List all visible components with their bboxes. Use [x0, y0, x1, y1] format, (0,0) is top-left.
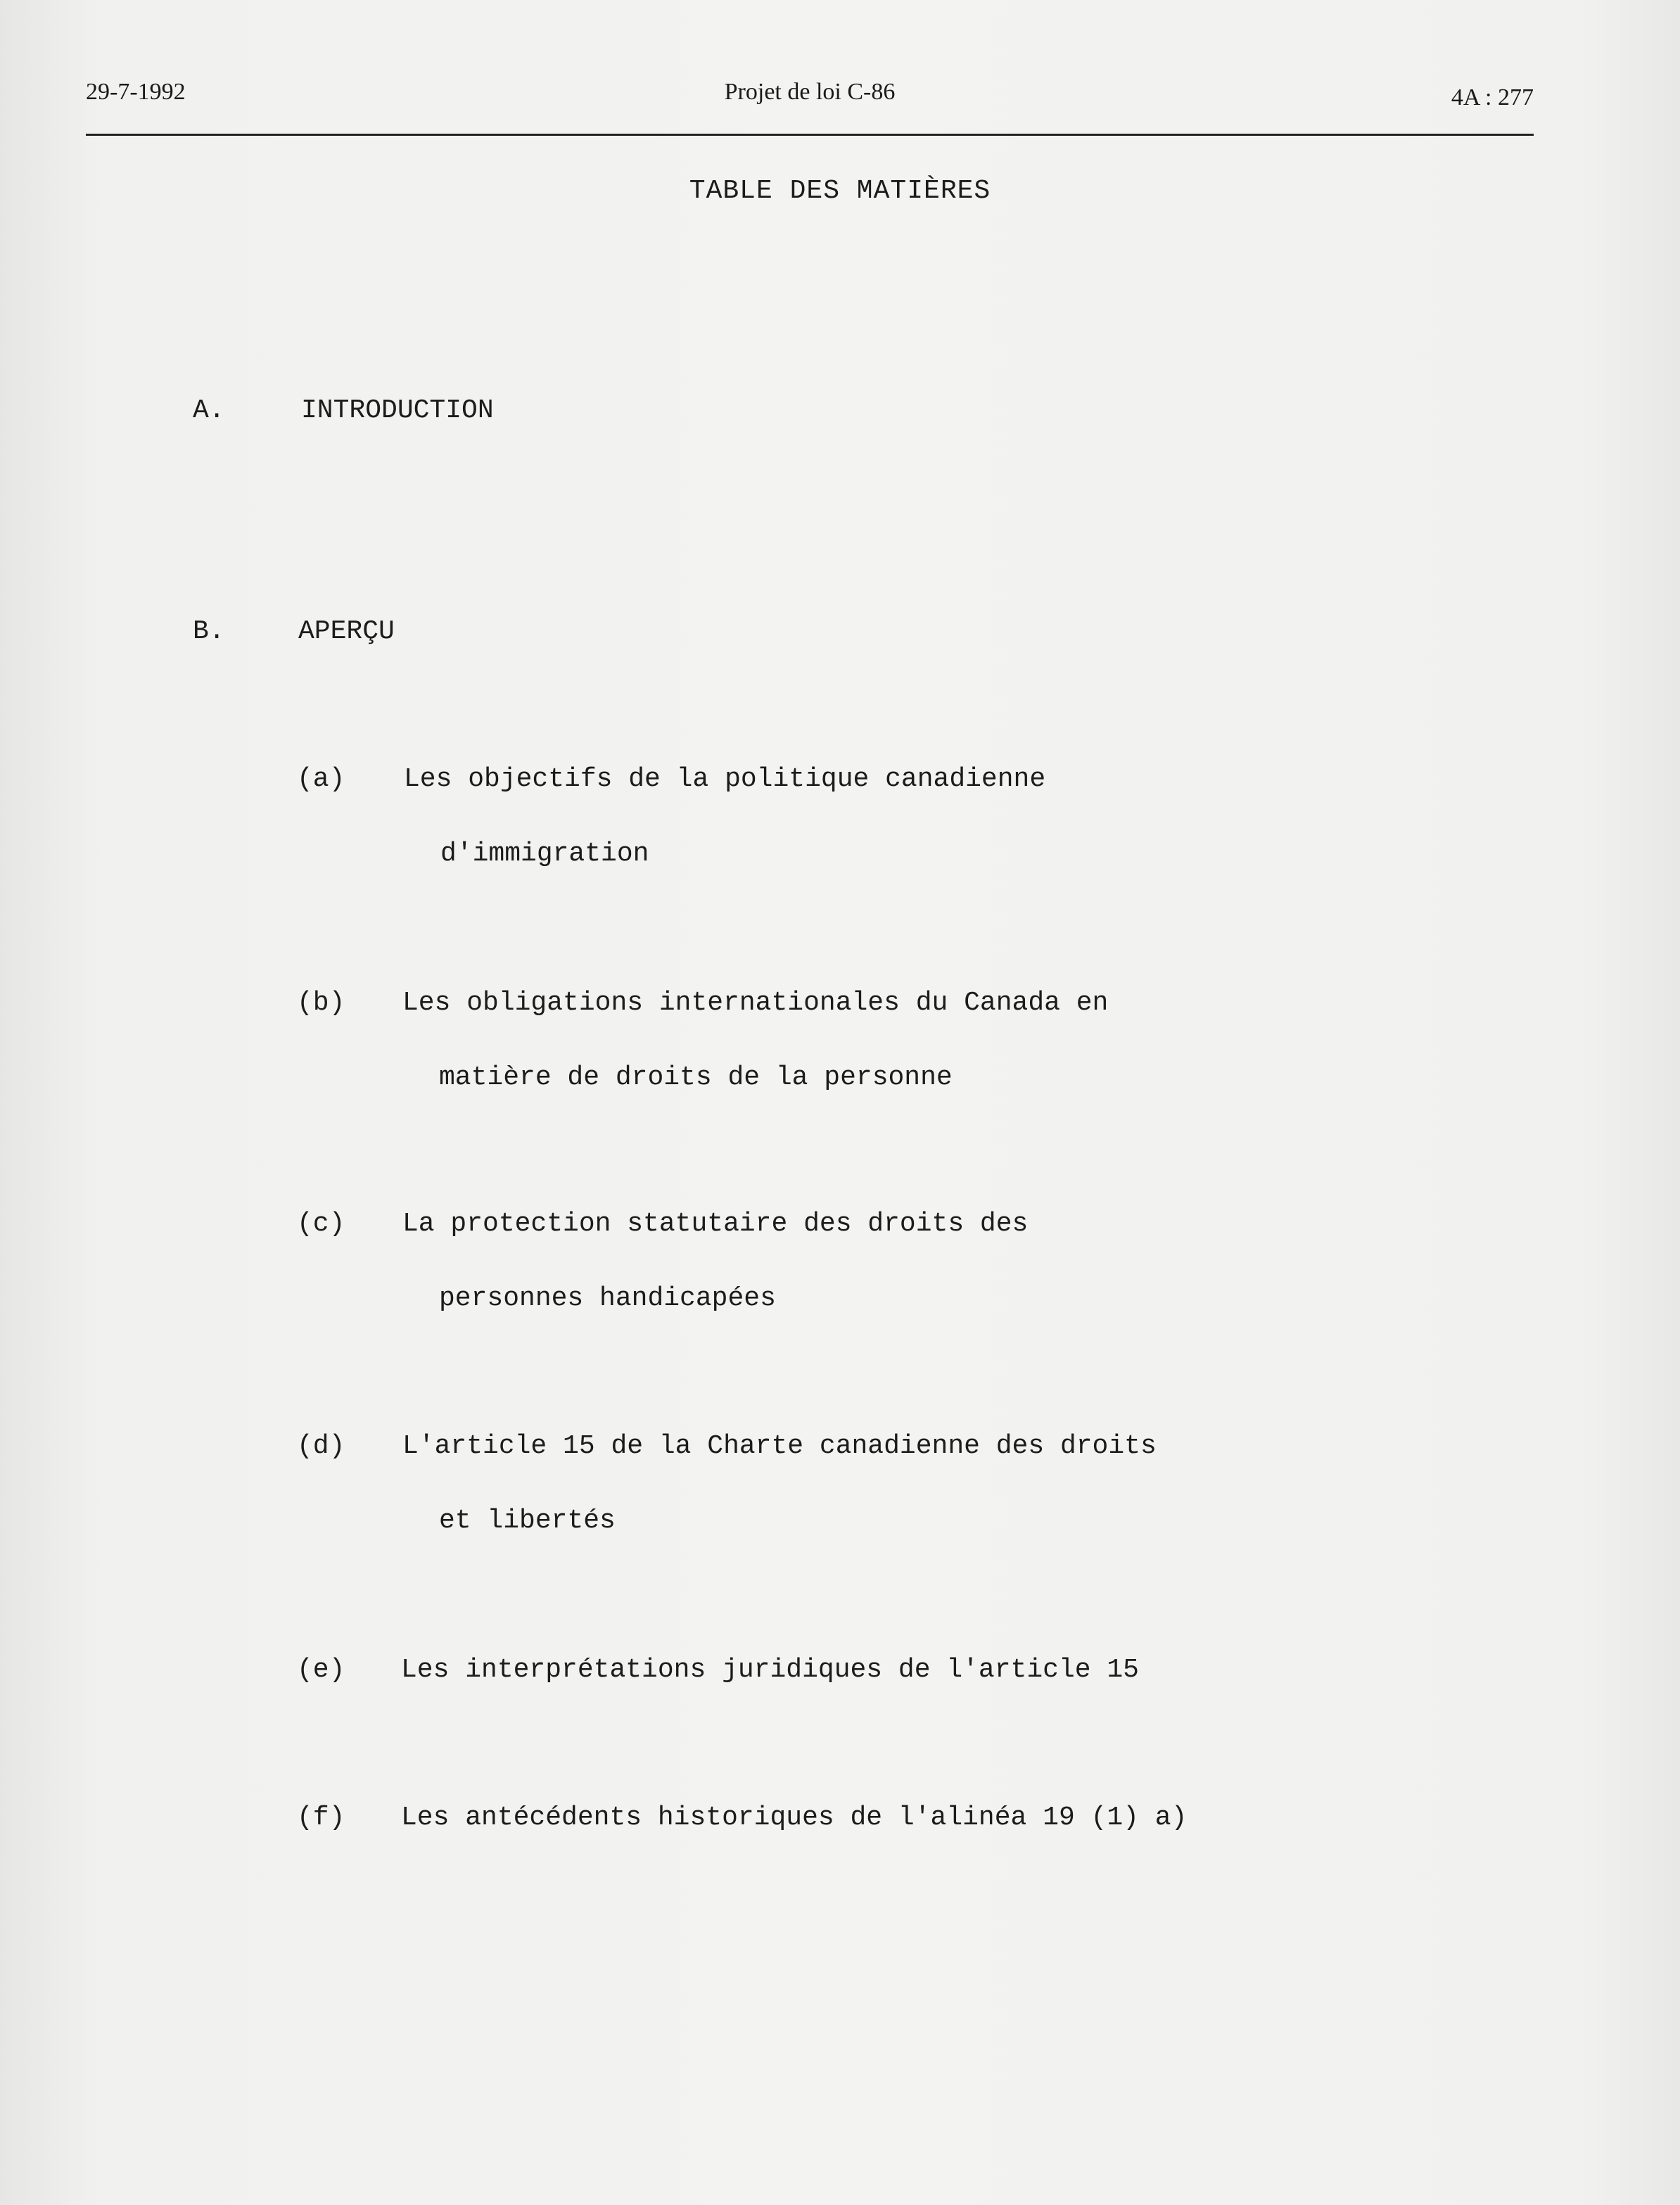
item-line: Les objectifs de la politique canadienne: [404, 764, 1046, 794]
header-page-ref: 4A : 277: [1451, 84, 1534, 110]
page-header: [86, 79, 1534, 128]
item-label: (b): [297, 988, 345, 1018]
item-line: et libertés: [439, 1506, 616, 1536]
item-line: Les antécédents historiques de l'alinéa 19 (1) a): [401, 1803, 1188, 1833]
item-label: (f): [297, 1803, 345, 1833]
item-line: matière de droits de la personne: [439, 1062, 953, 1093]
section-label: INTRODUCTION: [301, 395, 494, 426]
item-line: d'immigration: [440, 839, 649, 869]
header-date: 29-7-1992: [86, 79, 186, 105]
section-label: APERÇU: [298, 616, 395, 647]
item-line: La protection statutaire des droits des: [402, 1209, 1029, 1239]
item-line: personnes handicapées: [439, 1283, 776, 1314]
section-letter: B.: [193, 616, 225, 647]
toc-title: TABLE DES MATIÈRES: [689, 176, 991, 206]
item-line: Les interprétations juridiques de l'article 15: [401, 1655, 1139, 1685]
item-label: (d): [297, 1431, 345, 1461]
item-label: (c): [297, 1209, 345, 1239]
header-title: Projet de loi C-86: [724, 79, 896, 105]
item-line: Les obligations internationales du Canada en: [402, 988, 1109, 1018]
section-letter: A.: [193, 395, 225, 426]
item-label: (a): [297, 764, 345, 794]
item-line: L'article 15 de la Charte canadienne des droits: [402, 1431, 1157, 1461]
item-label: (e): [297, 1655, 345, 1685]
header-rule: [86, 134, 1534, 136]
